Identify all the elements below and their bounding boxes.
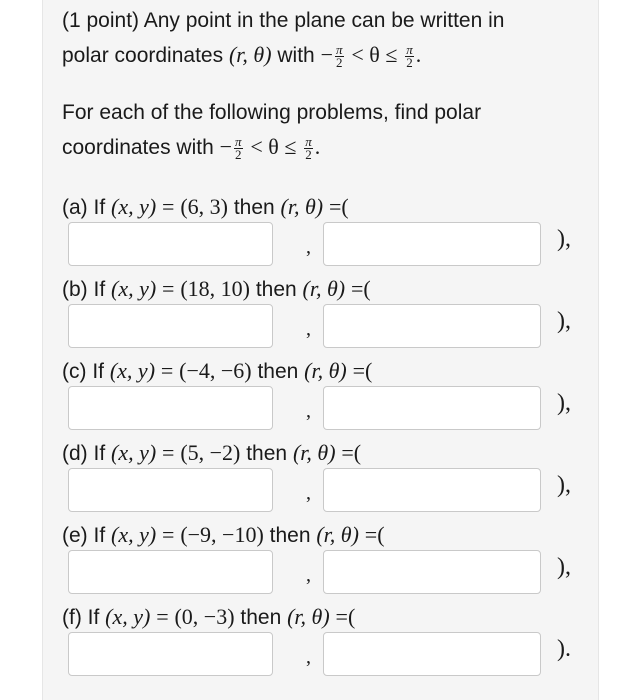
- answer-b-theta-input[interactable]: [323, 304, 541, 348]
- problem-f: (f) If (x, y) = (0, −3) then (r, θ) =(: [62, 604, 356, 629]
- instruction-condition: < θ ≤: [250, 134, 297, 159]
- instruction-prefix: coordinates with: [62, 136, 214, 159]
- answer-row-b: , ),: [68, 304, 588, 350]
- intro-minus: −: [320, 42, 334, 67]
- problem-b: (b) If (x, y) = (18, 10) then (r, θ) =(: [62, 276, 371, 301]
- answer-f-theta-input[interactable]: [323, 632, 541, 676]
- answer-b-r-input[interactable]: [68, 304, 273, 348]
- answer-row-d: , ),: [68, 468, 588, 514]
- answer-a-theta-input[interactable]: [323, 222, 541, 266]
- intro-pair: (r, θ): [228, 42, 272, 67]
- answer-row-e: , ),: [68, 550, 588, 596]
- answer-row-c: , ),: [68, 386, 588, 432]
- problem-e: (e) If (x, y) = (−9, −10) then (r, θ) =(: [62, 522, 385, 547]
- problem-a: (a) If (x, y) = (6, 3) then (r, θ) =(: [62, 194, 349, 219]
- problem-c: (c) If (x, y) = (−4, −6) then (r, θ) =(: [62, 358, 373, 383]
- answer-row-a: , ),: [68, 222, 588, 268]
- instruction-minus: −: [219, 134, 233, 159]
- instruction-pi-over-2-left: $\frac{\pi}{2}$: [235, 133, 242, 162]
- answer-e-theta-input[interactable]: [323, 550, 541, 594]
- answer-e-r-input[interactable]: [68, 550, 273, 594]
- intro-pi-over-2-right: $\frac{\pi}{2}$: [406, 41, 413, 70]
- intro-pi-over-2-left: $\frac{\pi}{2}$: [336, 41, 343, 70]
- answer-d-r-input[interactable]: [68, 468, 273, 512]
- problem-d: (d) If (x, y) = (5, −2) then (r, θ) =(: [62, 440, 362, 465]
- intro-line-1: (1 point) Any point in the plane can be written in: [62, 9, 505, 32]
- intro-condition: < θ ≤: [351, 42, 398, 67]
- instruction-pi-over-2-right: $\frac{\pi}{2}$: [305, 133, 312, 162]
- answer-f-r-input[interactable]: [68, 632, 273, 676]
- answer-row-f: , ).: [68, 632, 588, 678]
- intro-prefix: polar coordinates: [62, 44, 224, 67]
- instruction-line-2: coordinates with − $\frac{\pi}{2}$ < θ ≤ $\frac{\pi}{2}$ .: [62, 133, 321, 162]
- answer-c-r-input[interactable]: [68, 386, 273, 430]
- answer-c-theta-input[interactable]: [323, 386, 541, 430]
- instruction-line-1: For each of the following problems, find polar: [62, 101, 482, 124]
- intro-with: with: [277, 44, 315, 67]
- answer-a-r-input[interactable]: [68, 222, 273, 266]
- intro-line-2: polar coordinates (r, θ) with − $\frac{\pi}{2}$ < θ ≤ $\frac{\pi}{2}$ .: [62, 41, 422, 70]
- answer-d-theta-input[interactable]: [323, 468, 541, 512]
